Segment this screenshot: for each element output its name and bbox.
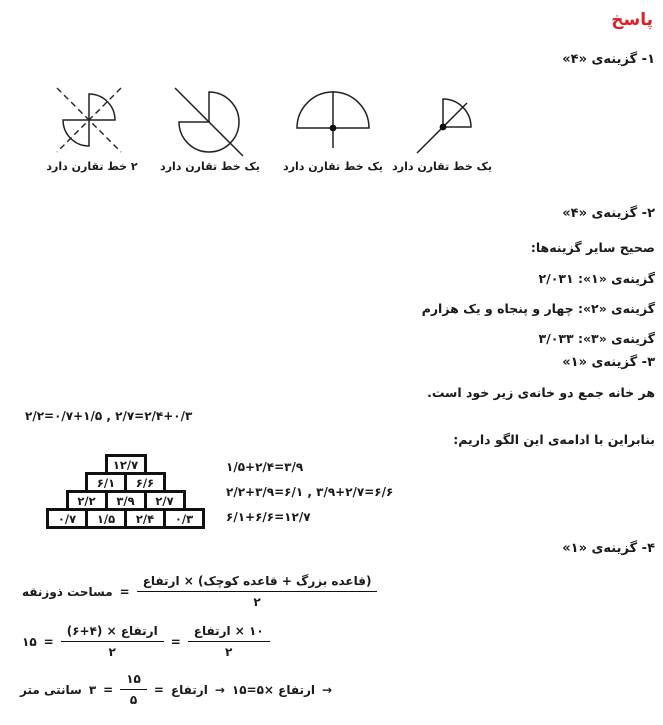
figure-three-quarter-label: یک خط تقارن دارد — [160, 160, 260, 173]
question-1-heading: ۱- گزینه‌ی «۴» — [562, 52, 655, 67]
formula3-equals-1: = — [103, 682, 114, 697]
figure-quarter-sector-label: یک خط تقارن دارد — [392, 160, 492, 173]
pyramid-cell: ۳/۹ — [105, 490, 147, 511]
formula1-numerator: (قاعده بزرگ + قاعده کوچک) × ارتفاع — [137, 574, 378, 592]
formula2-denominator-2: ۲ — [225, 645, 233, 659]
pyramid-cell: ۰/۳ — [163, 508, 205, 529]
formula1-denominator: ۲ — [253, 595, 261, 609]
substitution-formula — [22, 624, 270, 659]
formula2-equals-2: = — [170, 634, 181, 649]
semicircle-icon — [281, 86, 386, 158]
pyramid-cell: ۶/۱ — [85, 472, 127, 493]
q3-continuation-line: بنابراین با ادامه‌ی این الگو داریم: — [453, 432, 655, 447]
formula3-fraction — [120, 672, 147, 707]
three-quarter-circle-icon — [157, 86, 263, 158]
formula2-numerator-2: ۱۰ × ارتفاع — [188, 624, 270, 642]
formula3-frac-numerator: ۱۵ — [120, 672, 147, 690]
formula1-equals: = — [119, 584, 130, 599]
question-4-heading: ۴- گزینه‌ی «۱» — [562, 541, 655, 556]
page-title: پاسخ — [611, 10, 653, 30]
quarter-sector-icon — [397, 86, 492, 158]
formula2-numerator-1: ارتفاع × (۴+۶) — [61, 624, 164, 642]
formula2-fraction-2 — [188, 624, 270, 659]
formula1-fraction — [137, 574, 378, 609]
formula2-denominator-1: ۲ — [108, 645, 116, 659]
q3-pattern-equation-3: ۶/۱+۶/۶=۱۲/۷ — [226, 510, 311, 524]
formula1-lhs: مساحت ذوزنقه — [22, 584, 113, 599]
formula3-frac-denominator: ۵ — [129, 693, 138, 707]
pyramid-cell: ۲/۴ — [124, 508, 166, 529]
figure-semicircle-label: یک خط تقارن دارد — [283, 160, 383, 173]
formula3-value: ۳ — [88, 682, 97, 697]
formula3-unit: سانتی متر — [20, 682, 82, 697]
height-result-formula — [20, 672, 332, 707]
figure-pinwheel — [36, 86, 148, 173]
pyramid-cell: ۱/۵ — [85, 508, 127, 529]
formula2-lhs: ۱۵ — [22, 634, 37, 649]
arrow-icon: → — [214, 682, 225, 697]
q3-pattern-equation-2: ۲/۲+۳/۹=۶/۱ , ۳/۹+۲/۷=۶/۶ — [226, 485, 394, 499]
q2-option-2-line: گزینه‌ی «۲»: چهار و پنجاه و یک هزارم — [421, 301, 655, 316]
formula3-expression: ارتفاع ×۵=۱۵ — [231, 682, 316, 697]
formula2-fraction-1 — [61, 624, 164, 659]
q2-intro-line: صحیح سایر گزینه‌ها: — [530, 240, 655, 255]
pyramid-cell: ۶/۶ — [124, 472, 166, 493]
trapezoid-area-formula — [22, 574, 377, 609]
number-pyramid — [46, 454, 205, 529]
formula3-equals-2: = — [153, 682, 164, 697]
question-3-heading: ۳- گزینه‌ی «۱» — [562, 355, 655, 370]
pinwheel-two-quarters-icon — [37, 86, 147, 158]
figure-semicircle — [280, 86, 386, 173]
pyramid-cell: ۲/۲ — [66, 490, 108, 511]
q2-option-1-line: گزینه‌ی «۱»: ۲/۰۳۱ — [538, 271, 655, 286]
figure-quarter-sector — [392, 86, 492, 173]
figure-three-quarter-circle — [156, 86, 264, 173]
arrow-icon: → — [322, 682, 333, 697]
q2-option-3-line: گزینه‌ی «۳»: ۳/۰۳۳ — [538, 331, 655, 346]
question-2-heading: ۲- گزینه‌ی «۴» — [562, 206, 655, 221]
pyramid-cell: ۱۲/۷ — [105, 454, 147, 475]
formula3-height-label: ارتفاع — [170, 682, 208, 697]
pyramid-cell: ۲/۷ — [144, 490, 186, 511]
q3-check-equation: ۲/۲=۰/۷+۱/۵ , ۲/۷=۲/۴+۰/۳ — [25, 409, 193, 423]
q3-pattern-equation-1: ۱/۵+۲/۴=۳/۹ — [226, 460, 304, 474]
formula2-equals-1: = — [43, 634, 54, 649]
pyramid-row-4 — [46, 508, 205, 529]
figure-pinwheel-label: ۲ خط تقارن دارد — [46, 160, 138, 173]
q3-rule-line: هر خانه جمع دو خانه‌ی زیر خود است. — [427, 385, 655, 400]
pyramid-cell: ۰/۷ — [46, 508, 88, 529]
